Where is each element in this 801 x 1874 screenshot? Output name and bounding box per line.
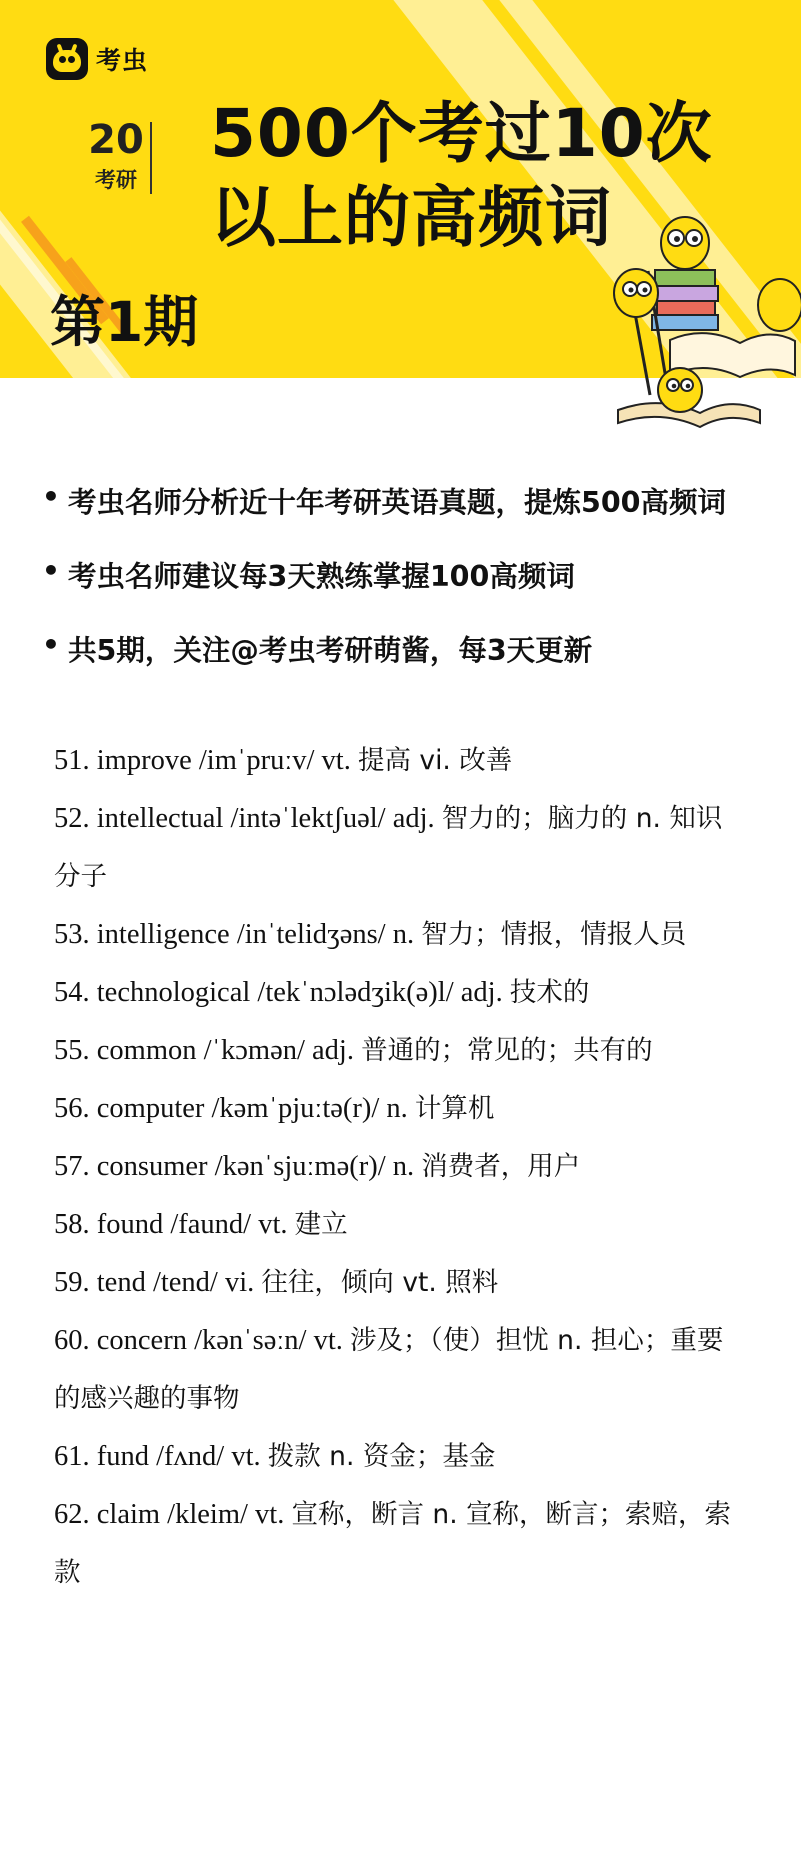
kaochong-mascot-icon: [46, 38, 88, 80]
title-line-2: 以上的高频词: [210, 179, 612, 256]
vocab-meaning: 智力的；脑力的 n. 知识分子: [54, 803, 723, 892]
exam-year-badge: [78, 118, 154, 194]
vocab-word: 54. technological /tekˈnɔlədʒik(ə)l/ adj.: [54, 977, 510, 1008]
vocab-meaning: 拨款 n. 资金；基金: [267, 1441, 496, 1472]
list-item: [42, 554, 782, 628]
vocab-word: 52. intellectual /intəˈlektʃuəl/ adj.: [54, 803, 442, 834]
vocab-word: 51. improve /imˈpruːv/ vt.: [54, 745, 358, 776]
vocab-entry: [54, 906, 734, 964]
brand-logo: [46, 38, 148, 80]
vocab-word: 59. tend /tend/ vi.: [54, 1267, 262, 1298]
list-item: [42, 480, 782, 554]
vocab-word: 53. intelligence /inˈtelidʒəns/ n.: [54, 919, 422, 950]
vocab-word: 62. claim /kleim/ vt.: [54, 1499, 292, 1530]
bullet-dot-icon: •: [42, 554, 60, 587]
brand-name: 考虫: [96, 46, 149, 75]
vocab-entry: [54, 964, 734, 1022]
divider: [150, 122, 152, 194]
vocab-meaning: 宣称，断言 n. 宣称，断言；索赔，索款: [54, 1499, 732, 1588]
bullet-text: 共5期，关注@考虫考研萌酱，每3天更新: [68, 634, 593, 667]
vocab-entry: [54, 1312, 734, 1428]
vocab-meaning: 往往，倾向 vt. 照料: [261, 1267, 499, 1298]
vocab-entry: [54, 1196, 734, 1254]
vocab-meaning: 普通的；常见的；共有的: [361, 1035, 653, 1066]
vocab-word: 60. concern /kənˈsəːn/ vt.: [54, 1325, 350, 1356]
vocab-meaning: 智力；情报，情报人员: [421, 919, 687, 950]
vocab-entry: [54, 1428, 734, 1486]
bullet-text: 考虫名师建议每3天熟练掌握100高频词: [68, 560, 575, 593]
vocab-meaning: 涉及；（使）担忧 n. 担心；重要的感兴趣的事物: [54, 1325, 724, 1414]
intro-bullet-list: [42, 480, 782, 702]
issue-label: 第1期: [50, 290, 199, 354]
vocab-entry: [54, 1486, 734, 1602]
title-line-1: 500个考过10次: [210, 95, 713, 172]
vocab-word: 57. consumer /kənˈsjuːmə(r)/ n.: [54, 1151, 422, 1182]
vocabulary-list: [54, 732, 734, 1602]
exam-type: 考研: [95, 168, 137, 192]
vocab-entry: [54, 1022, 734, 1080]
vocab-word: 56. computer /kəmˈpjuːtə(r)/ n.: [54, 1093, 415, 1124]
bullet-text: 考虫名师分析近十年考研英语真题，提炼500高频词: [68, 486, 726, 519]
mascots-with-books-illustration: [610, 205, 801, 435]
vocab-entry: [54, 1138, 734, 1196]
exam-year: 20: [88, 117, 144, 163]
vocab-meaning: 计算机: [414, 1093, 495, 1124]
list-item: [42, 628, 782, 702]
vocab-meaning: 建立: [294, 1209, 348, 1240]
vocab-entry: [54, 732, 734, 790]
vocab-word: 58. found /faund/ vt.: [54, 1209, 295, 1240]
vocab-meaning: 消费者，用户: [421, 1151, 581, 1182]
bullet-dot-icon: •: [42, 480, 60, 513]
vocab-word: 61. fund /fʌnd/ vt.: [54, 1441, 268, 1472]
vocab-entry: [54, 790, 734, 906]
vocab-entry: [54, 1080, 734, 1138]
vocab-entry: [54, 1254, 734, 1312]
vocab-word: 55. common /ˈkɔmən/ adj.: [54, 1035, 362, 1066]
bullet-dot-icon: •: [42, 628, 60, 661]
vocab-meaning: 提高 vi. 改善: [357, 745, 513, 776]
vocab-meaning: 技术的: [509, 977, 590, 1008]
